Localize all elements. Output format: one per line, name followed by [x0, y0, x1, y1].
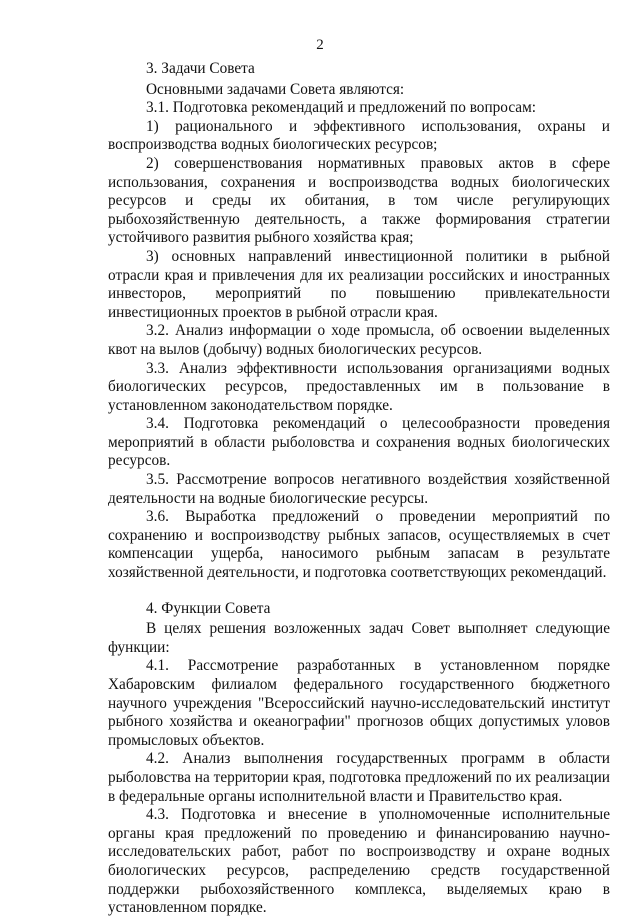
paragraph: 4.2. Анализ выполнения государственных программ в области рыболовства на территории края, подготовка предложений по их реализации в федеральные органы исполнительной власти и Правительство края. — [108, 750, 610, 805]
paragraph: 4.1. Рассмотрение разработанных в установленном порядке Хабаровским филиалом федерального государственного бюджетного научного учреждения "Всероссийский научно-исследовательский институт рыбного хозяйства и океанографии" прогнозов общих допустимых уловов промысловых объектов. — [108, 657, 610, 749]
paragraph: 4.3. Подготовка и внесение в уполномоченные исполнительные органы края предложений по проведению и финансированию научно-исследовательских работ, работ по воспроизводству и охране водных биологических ресурсов, распределению средств государственной поддержки рыбохозяйственного комплекса, выделяемых краю в установленном порядке. — [108, 806, 610, 917]
paragraph: Основными задачами Совета являются: — [146, 80, 405, 98]
paragraph: 3) основных направлений инвестиционной политики в рыбной отрасли края и привлечения для их реализации российских и иностранных инвесторов, мероприятий по повышению привлекательности инвестиционных проектов в рыбной отрасли края. — [108, 247, 610, 321]
page-number: 2 — [316, 37, 324, 53]
paragraph: 2) совершенствования нормативных правовых актов в сфере использования, сохранения и воспроизводства водных биологических ресурсов и среды их обитания, в том числе регулирующих рыбохозяйственную деятельность, а также формирования стратегии устойчивого развития рыбного хозяйства края; — [108, 154, 610, 247]
paragraph: 3.2. Анализ информации о ходе промысла, об освоении выделенных квот на вылов (добычу) водных биологических ресурсов. — [108, 322, 610, 358]
paragraph: 3.1. Подготовка рекомендаций и предложений по вопросам: — [146, 99, 537, 117]
section-heading: 4. Функции Совета — [146, 599, 271, 617]
paragraph: В целях решения возложенных задач Совет выполняет следующие функции: — [108, 620, 610, 656]
paragraph: 3.3. Анализ эффективности использования организациями водных биологических ресурсов, предоставленных им в пользование в установленном законодательством порядке. — [108, 359, 610, 414]
paragraph: 3.5. Рассмотрение вопросов негативного воздействия хозяйственной деятельности на водные биологические ресурсы. — [108, 471, 610, 507]
section-functions — [108, 600, 610, 918]
document-body — [108, 60, 610, 918]
paragraph: 3.4. Подготовка рекомендаций о целесообразности проведения мероприятий в области рыболовства и сохранения водных биологических ресурсов. — [108, 415, 610, 470]
paragraph: 3.6. Выработка предложений о проведении мероприятий по сохранению и воспроизводству рыбных запасов, осуществляемых в счет компенсации ущерба, наносимого рыбным запасам в результате хозяйственной деятельности, и подготовка соответствующих рекомендаций. — [108, 508, 610, 582]
section-tasks — [108, 60, 610, 583]
section-heading: 3. Задачи Совета — [146, 60, 255, 77]
paragraph: 1) рационального и эффективного использования, охраны и воспроизводства водных биологических ресурсов; — [108, 117, 610, 154]
